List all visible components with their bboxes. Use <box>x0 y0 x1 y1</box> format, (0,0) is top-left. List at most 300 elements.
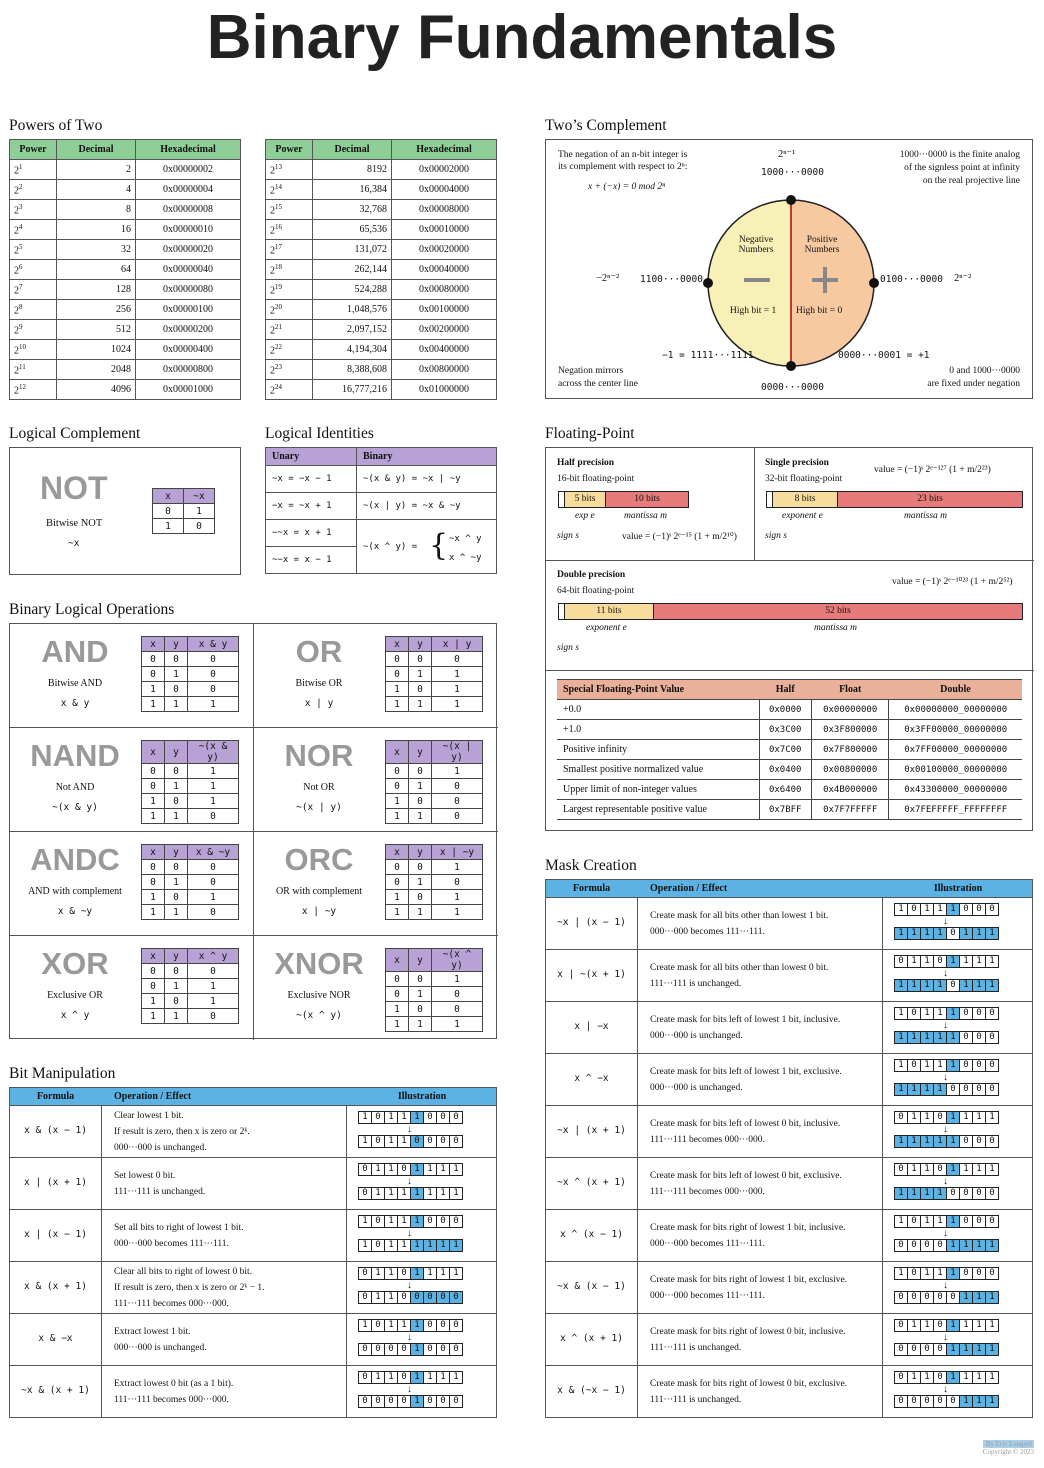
bit-row <box>894 979 998 992</box>
bit-row <box>894 1395 998 1408</box>
power-exp: 6 <box>19 262 23 271</box>
op-cell: 1 <box>432 890 483 905</box>
special-cell: 0x7F7FFFFF <box>811 800 888 820</box>
bit: 0 <box>933 1111 947 1124</box>
bit: 1 <box>358 1319 372 1332</box>
down-arrow-icon: ↓ <box>407 1176 412 1187</box>
op-cell: 0 <box>409 890 432 905</box>
decimal-cell: 16,777,216 <box>313 380 392 400</box>
hex-cell: 0x00000008 <box>136 200 241 220</box>
power-cell <box>266 360 313 380</box>
bit: 1 <box>894 927 908 940</box>
hex-cell: 0x00400000 <box>392 340 497 360</box>
bit: 0 <box>972 1267 986 1280</box>
op-th: y <box>165 845 188 860</box>
down-arrow-icon: ↓ <box>407 1332 412 1343</box>
special-cell: 0x0000 <box>759 700 811 720</box>
op-cell: 0 <box>409 1002 432 1017</box>
divider <box>882 1314 883 1365</box>
op-cell: 0 <box>409 860 432 875</box>
bit: 0 <box>920 1343 934 1356</box>
zero-bits: 0000···0000 <box>761 382 824 393</box>
formula: x | ~(x + 1) <box>557 969 626 980</box>
operation-effect <box>114 1168 205 1200</box>
logid-xor-a: ~x ^ y <box>449 534 482 544</box>
illustration <box>358 1319 462 1356</box>
half-formula: value = (−1)ˢ 2ᵉ⁻¹⁵ (1 + m/2¹⁰) <box>622 532 737 542</box>
hex-cell: 0x00008000 <box>392 200 497 220</box>
bit: 0 <box>436 1395 450 1408</box>
powers-row <box>10 200 241 220</box>
bit: 0 <box>449 1111 463 1124</box>
powers-row <box>266 280 497 300</box>
down-arrow-icon: ↓ <box>943 1332 948 1343</box>
decimal-cell: 8,388,608 <box>313 360 392 380</box>
op-th: x <box>386 845 409 860</box>
bit: 0 <box>972 1135 986 1148</box>
op-th: x ^ y <box>188 949 239 964</box>
not-th-x: x <box>153 489 184 504</box>
op-expr: x | ~y <box>301 906 337 917</box>
effect-line: 000···000 is unchanged. <box>650 1031 743 1041</box>
divider <box>101 1106 102 1157</box>
op-th: x <box>142 845 165 860</box>
double-exp-label: exponent e <box>586 623 627 633</box>
illustration <box>358 1163 462 1200</box>
bit: 0 <box>371 1395 385 1408</box>
bit: 1 <box>894 1187 908 1200</box>
bit: 0 <box>449 1343 463 1356</box>
bit-row <box>894 1007 998 1020</box>
bit: 0 <box>894 1239 908 1252</box>
bit: 0 <box>449 1395 463 1408</box>
effect-line: 000···000 is unchanged. <box>650 1083 743 1093</box>
bit: 1 <box>985 1343 999 1356</box>
op-cell: 1 <box>432 764 483 779</box>
positive-numbers-label: Positive Numbers <box>804 235 840 255</box>
bit-row <box>358 1319 462 1332</box>
bit: 1 <box>449 1187 463 1200</box>
divider <box>882 1106 883 1157</box>
power-exp: 12 <box>19 382 26 391</box>
effect-line: Set all bits to right of lowest 1 bit. <box>114 1223 244 1233</box>
logid-th-binary: Binary <box>357 448 497 466</box>
operation-effect <box>114 1220 244 1252</box>
op-cell: 0 <box>386 779 409 794</box>
op-cell: 1 <box>165 809 188 824</box>
bit-row <box>358 1371 462 1384</box>
special-cell: 0x00000000 <box>811 700 888 720</box>
double-man-field: 52 bits <box>653 603 1023 620</box>
operation-effect <box>114 1376 233 1408</box>
half-exp-label: exp e <box>575 511 595 521</box>
op-big-label: ORC <box>284 842 354 877</box>
powers-row <box>266 320 497 340</box>
bit: 1 <box>410 1371 424 1384</box>
op-cell: 1 <box>165 1009 188 1024</box>
bit: 0 <box>894 1291 908 1304</box>
bit: 1 <box>907 1163 921 1176</box>
bit: 0 <box>449 1291 463 1304</box>
bit-row <box>894 1371 998 1384</box>
bit: 0 <box>423 1343 437 1356</box>
op-expr: x | y <box>304 698 334 709</box>
illustration <box>894 1319 998 1356</box>
bit: 1 <box>920 1215 934 1228</box>
bit: 0 <box>972 903 986 916</box>
powers-header: Decimal <box>313 140 392 160</box>
double-sub: 64-bit floating-point <box>557 586 635 596</box>
bit: 0 <box>933 955 947 968</box>
decimal-cell: 512 <box>57 320 136 340</box>
powers-row <box>10 300 241 320</box>
op-cell: 1 <box>386 890 409 905</box>
bit: 1 <box>959 1319 973 1332</box>
bit: 0 <box>436 1319 450 1332</box>
op-cell: 1 <box>386 905 409 920</box>
bit: 1 <box>972 1371 986 1384</box>
op-desc: OR with complement <box>275 886 363 897</box>
power-cell <box>266 240 313 260</box>
down-arrow-icon: ↓ <box>407 1228 412 1239</box>
bit-row <box>358 1291 462 1304</box>
op-big-label: NAND <box>30 738 120 773</box>
bit: 1 <box>371 1267 385 1280</box>
double-man-label: mantissa m <box>814 623 858 633</box>
divider <box>346 1366 347 1417</box>
powers-row <box>10 260 241 280</box>
powers-row <box>266 200 497 220</box>
op-cell: 1 <box>165 667 188 682</box>
bit-row <box>358 1239 462 1252</box>
bit: 1 <box>933 1031 947 1044</box>
neg-equation: x + (−x) = 0 mod 2ⁿ <box>588 182 666 192</box>
bit: 1 <box>449 1239 463 1252</box>
half-man-field: 10 bits <box>605 491 689 508</box>
bit: 1 <box>946 1239 960 1252</box>
op-th: ~(x & y) <box>188 741 239 764</box>
op-cell: 0 <box>188 682 239 697</box>
logid-th-unary: Unary <box>266 448 357 466</box>
bit: 0 <box>959 1007 973 1020</box>
effect-line: Clear all bits to right of lowest 0 bit. <box>114 1267 252 1277</box>
hex-cell: 0x00001000 <box>136 380 241 400</box>
powers-row <box>10 380 241 400</box>
op-truth-table <box>385 740 483 824</box>
power-base: 2 <box>14 165 19 177</box>
op-expr: x & ~y <box>57 906 93 917</box>
op-cell: 0 <box>142 860 165 875</box>
effect-line: Extract lowest 0 bit (as a 1 bit). <box>114 1379 234 1389</box>
half-sign-label: sign s <box>557 531 579 541</box>
decimal-cell: 65,536 <box>313 220 392 240</box>
not-th-nx: ~x <box>184 489 215 504</box>
op-cell: 1 <box>188 779 239 794</box>
power-base: 2 <box>14 305 19 317</box>
bit: 0 <box>946 1395 960 1408</box>
bit: 1 <box>959 1395 973 1408</box>
bit: 1 <box>907 1187 921 1200</box>
bit: 0 <box>959 1215 973 1228</box>
op-truth-table <box>141 948 239 1024</box>
power-exp: 15 <box>275 202 282 211</box>
bit: 0 <box>985 1059 999 1072</box>
high-bit-1: High bit = 1 <box>730 306 777 316</box>
op-cell: 0 <box>409 682 432 697</box>
bit: 0 <box>907 1291 921 1304</box>
section-title-powers: Powers of Two <box>9 117 103 134</box>
binary-ops-grid <box>9 623 497 1039</box>
header-operation: Operation / Effect <box>650 883 728 894</box>
divider <box>882 950 883 1001</box>
mirror-note-1: Negation mirrors <box>558 366 624 376</box>
power-cell <box>266 260 313 280</box>
bit: 1 <box>410 1239 424 1252</box>
op-cell: 0 <box>165 682 188 697</box>
bit: 1 <box>371 1163 385 1176</box>
effect-line: 111···111 becomes 000···000. <box>114 1299 229 1309</box>
op-cell: 1 <box>432 860 483 875</box>
bit: 1 <box>410 1187 424 1200</box>
logical-identities-table <box>265 447 497 574</box>
special-cell: 0x00100000_00000000 <box>889 760 1022 780</box>
hex-cell: 0x00000400 <box>136 340 241 360</box>
operation-effect <box>114 1264 265 1312</box>
decimal-cell: 32 <box>57 240 136 260</box>
op-cell: 0 <box>188 809 239 824</box>
formula: x | (x − 1) <box>24 1229 87 1240</box>
op-cell: 1 <box>142 697 165 712</box>
decimal-cell: 64 <box>57 260 136 280</box>
op-cell: 1 <box>165 697 188 712</box>
table-row <box>545 1106 1033 1158</box>
bit: 0 <box>371 1135 385 1148</box>
bit-row <box>894 1291 998 1304</box>
power-cell <box>10 200 57 220</box>
bit: 1 <box>358 1239 372 1252</box>
effect-line: 000···000 becomes 111···111. <box>650 1239 765 1249</box>
powers-row <box>266 220 497 240</box>
illustration <box>894 1267 998 1304</box>
op-cell: 1 <box>165 905 188 920</box>
down-arrow-icon: ↓ <box>943 1280 948 1291</box>
op-cell: 1 <box>386 1002 409 1017</box>
operation-effect <box>650 1116 840 1148</box>
bit: 1 <box>985 979 999 992</box>
op-desc: AND with complement <box>28 886 122 897</box>
bit: 0 <box>985 903 999 916</box>
special-row <box>557 780 1022 800</box>
bit: 1 <box>410 1395 424 1408</box>
power-cell <box>10 360 57 380</box>
hex-cell: 0x00000040 <box>136 260 241 280</box>
power-exp: 19 <box>275 282 282 291</box>
bit: 1 <box>933 927 947 940</box>
power-exp: 23 <box>275 362 282 371</box>
special-row <box>557 800 1022 820</box>
bit: 0 <box>358 1291 372 1304</box>
special-header: Half <box>759 680 811 700</box>
op-expr: x & y <box>60 698 90 709</box>
op-th: ~(x | y) <box>432 741 483 764</box>
down-arrow-icon: ↓ <box>943 1176 948 1187</box>
power-cell <box>10 180 57 200</box>
illustration <box>894 1059 998 1096</box>
divider <box>101 1366 102 1417</box>
page-title: Binary Fundamentals <box>206 3 838 72</box>
bit: 0 <box>894 1111 908 1124</box>
op-big-label: XNOR <box>274 946 364 981</box>
bit-row <box>358 1111 462 1124</box>
bit: 1 <box>920 1059 934 1072</box>
bit-row <box>894 1135 998 1148</box>
bit: 1 <box>423 1239 437 1252</box>
op-th: x <box>386 637 409 652</box>
bit: 1 <box>920 1031 934 1044</box>
bit: 1 <box>972 1163 986 1176</box>
op-cell-nor <box>254 728 498 832</box>
bit: 1 <box>384 1163 398 1176</box>
op-cell: 1 <box>409 667 432 682</box>
op-cell: 0 <box>188 964 239 979</box>
bit: 0 <box>894 1343 908 1356</box>
section-title-logcomp: Logical Complement <box>9 425 141 442</box>
hex-cell: 0x00000080 <box>136 280 241 300</box>
bit: 0 <box>358 1267 372 1280</box>
divider <box>637 1314 638 1365</box>
operation-effect <box>650 960 828 992</box>
bit: 1 <box>933 1059 947 1072</box>
bit-row <box>894 955 998 968</box>
bit: 0 <box>449 1215 463 1228</box>
right-bits: 0100···0000 <box>880 274 943 285</box>
not-truth-table <box>152 488 215 534</box>
power-cell <box>266 180 313 200</box>
bit: 1 <box>972 979 986 992</box>
bit: 1 <box>959 1111 973 1124</box>
bit: 1 <box>423 1163 437 1176</box>
power-exp: 13 <box>275 162 282 171</box>
op-cell: 1 <box>432 972 483 987</box>
logid-xor-b: x ^ ~y <box>449 553 482 563</box>
op-cell-or <box>254 624 498 728</box>
decimal-cell: 32,768 <box>313 200 392 220</box>
power-exp: 10 <box>19 342 26 351</box>
section-title-logid: Logical Identities <box>265 425 374 442</box>
hex-cell: 0x00002000 <box>392 160 497 180</box>
power-cell <box>10 220 57 240</box>
special-row <box>557 700 1022 720</box>
bit: 1 <box>907 927 921 940</box>
bit: 1 <box>907 955 921 968</box>
bit: 0 <box>946 927 960 940</box>
bit-row <box>358 1395 462 1408</box>
hex-cell: 0x00000800 <box>136 360 241 380</box>
power-base: 2 <box>14 325 19 337</box>
bit: 1 <box>410 1319 424 1332</box>
op-cell: 1 <box>386 682 409 697</box>
hex-cell: 0x01000000 <box>392 380 497 400</box>
bit: 1 <box>423 1267 437 1280</box>
bit: 1 <box>972 1239 986 1252</box>
mirror-note-2: across the center line <box>558 379 638 389</box>
bit: 0 <box>920 1395 934 1408</box>
bit: 1 <box>384 1319 398 1332</box>
header-formula: Formula <box>572 883 611 894</box>
special-cell: 0x00000000_00000000 <box>889 700 1022 720</box>
op-desc: Bitwise AND <box>47 678 103 689</box>
op-cell: 0 <box>386 860 409 875</box>
op-truth-table <box>385 844 483 920</box>
power-base: 2 <box>14 245 19 257</box>
bit: 1 <box>907 1031 921 1044</box>
half-precision-box <box>546 448 755 561</box>
special-cell: Largest representable positive value <box>557 800 759 820</box>
bit: 0 <box>959 903 973 916</box>
op-cell: 0 <box>188 860 239 875</box>
bit: 0 <box>436 1111 450 1124</box>
bit: 1 <box>920 955 934 968</box>
op-big-label: OR <box>295 634 343 669</box>
bit: 1 <box>985 1319 999 1332</box>
power-cell <box>266 340 313 360</box>
section-title-fp: Floating-Point <box>545 425 635 442</box>
op-cell: 0 <box>432 809 483 824</box>
bit: 0 <box>959 1031 973 1044</box>
operation-effect <box>114 1108 250 1156</box>
logid-unary: −x = ~x + 1 <box>266 493 357 520</box>
bit: 1 <box>920 1267 934 1280</box>
special-cell: 0x00800000 <box>811 760 888 780</box>
op-cell: 1 <box>165 875 188 890</box>
bit: 0 <box>894 1319 908 1332</box>
bit-row <box>894 1187 998 1200</box>
op-big-label: NOR <box>284 738 354 773</box>
bit: 0 <box>397 1395 411 1408</box>
divider <box>101 1262 102 1313</box>
bit: 1 <box>933 1083 947 1096</box>
high-bit-0: High bit = 0 <box>796 306 843 316</box>
bit: 1 <box>985 1291 999 1304</box>
table-header <box>545 879 1033 898</box>
op-cell-nand <box>10 728 254 832</box>
bit: 0 <box>894 1371 908 1384</box>
bit: 1 <box>384 1215 398 1228</box>
power-base: 2 <box>14 385 19 397</box>
bit: 1 <box>371 1187 385 1200</box>
op-cell: 0 <box>165 860 188 875</box>
bit: 1 <box>933 1135 947 1148</box>
divider <box>346 1314 347 1365</box>
op-desc: Not AND <box>55 782 95 793</box>
op-expr: ~(x ^ y) <box>296 1010 342 1021</box>
bit: 1 <box>894 1215 908 1228</box>
power-base: 2 <box>270 305 275 317</box>
effect-line: Create mask for bits left of lowest 1 bit, exclusive. <box>650 1067 842 1077</box>
powers-table-right <box>265 139 497 400</box>
bit-row <box>894 903 998 916</box>
illustration <box>358 1371 462 1408</box>
power-base: 2 <box>270 345 275 357</box>
powers-row <box>10 240 241 260</box>
op-cell: 1 <box>386 794 409 809</box>
operation-effect <box>650 908 828 940</box>
op-cell: 1 <box>142 809 165 824</box>
bit: 0 <box>972 1007 986 1020</box>
bit: 1 <box>920 1319 934 1332</box>
bit: 1 <box>920 1187 934 1200</box>
op-cell: 0 <box>386 667 409 682</box>
